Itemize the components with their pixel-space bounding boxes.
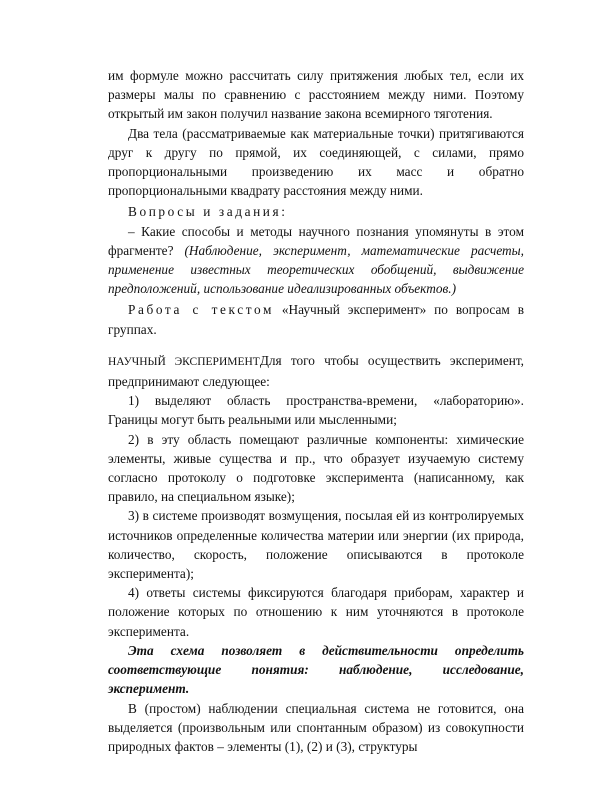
- list-item: 1) выделяют область пространства-времени, «лабораторию». Границы могут быть реальными или мысленными;: [108, 393, 524, 428]
- questions-heading: Вопросы и задания:: [128, 204, 288, 220]
- list-item: 3) в системе производят возмущения, посылая ей из контролируемых источников определенные количества материи или энергии (их природа, количество, скорость, положение описываются в протоколе эксперимента);: [108, 508, 524, 582]
- observation-paragraph: В (простом) наблюдении специальная система не готовится, она выделяется (произвольным или спонтанным образом) из совокупности природных фактов – элементы (1), (2) и (3), структуры: [108, 700, 524, 754]
- question-1: [108, 222, 524, 299]
- paragraph-two-bodies: Два тела (рассматриваемые как материальные точки) притягиваются друг к другу по прямой, их соединяющей, с силами, прямо пропорциональными произведению их масс и обратно пропорциональными квадрату расстояния между ними.: [108, 125, 524, 199]
- experiment-title: НАУЧНЫЙ ЭКСПЕРИМЕНТ: [108, 355, 260, 368]
- paragraph-gravity-formula: им формуле можно рассчитать силу притяжения любых тел, если их размеры малы по сравнению с расстоянием между ними. Поэтому открытый им закон получил название закона всемирного тяготения.: [108, 68, 524, 122]
- work-with-text: [108, 300, 524, 338]
- work-with-text-rest: «Научный эксперимент» по вопросам в группах.: [108, 302, 525, 337]
- work-with-text-label: Работа с текстом: [128, 302, 274, 318]
- list-item: 4) ответы системы фиксируются благодаря приборам, характер и положение которых по отношению к ним уточняются в протоколе эксперимента.: [108, 585, 524, 639]
- scheme-paragraph: Эта схема позволяет в действительности определить соответствующие понятия: наблюдение, исследование, эксперимент.: [108, 642, 524, 697]
- question-1-text: – Какие способы и методы научного познания упомянуты в этом фрагменте?: [108, 223, 524, 258]
- list-item: 2) в эту область помещают различные компоненты: химические элементы, живые существа и пр., что образует изучаемую систему согласно протоколу о подготовке эксперимента (написанному, как правило, на специальном языке);: [108, 431, 524, 505]
- question-1-answer: (Наблюдение, эксперимент, математические расчеты, применение известных теоретических обобщений, выдвижение предположений, использование идеализированных объектов.): [108, 242, 524, 297]
- experiment-intro-text: Для того чтобы осуществить эксперимент, предпринимают следующее:: [108, 352, 524, 390]
- document-page: [108, 66, 524, 756]
- experiment-intro: [108, 351, 524, 391]
